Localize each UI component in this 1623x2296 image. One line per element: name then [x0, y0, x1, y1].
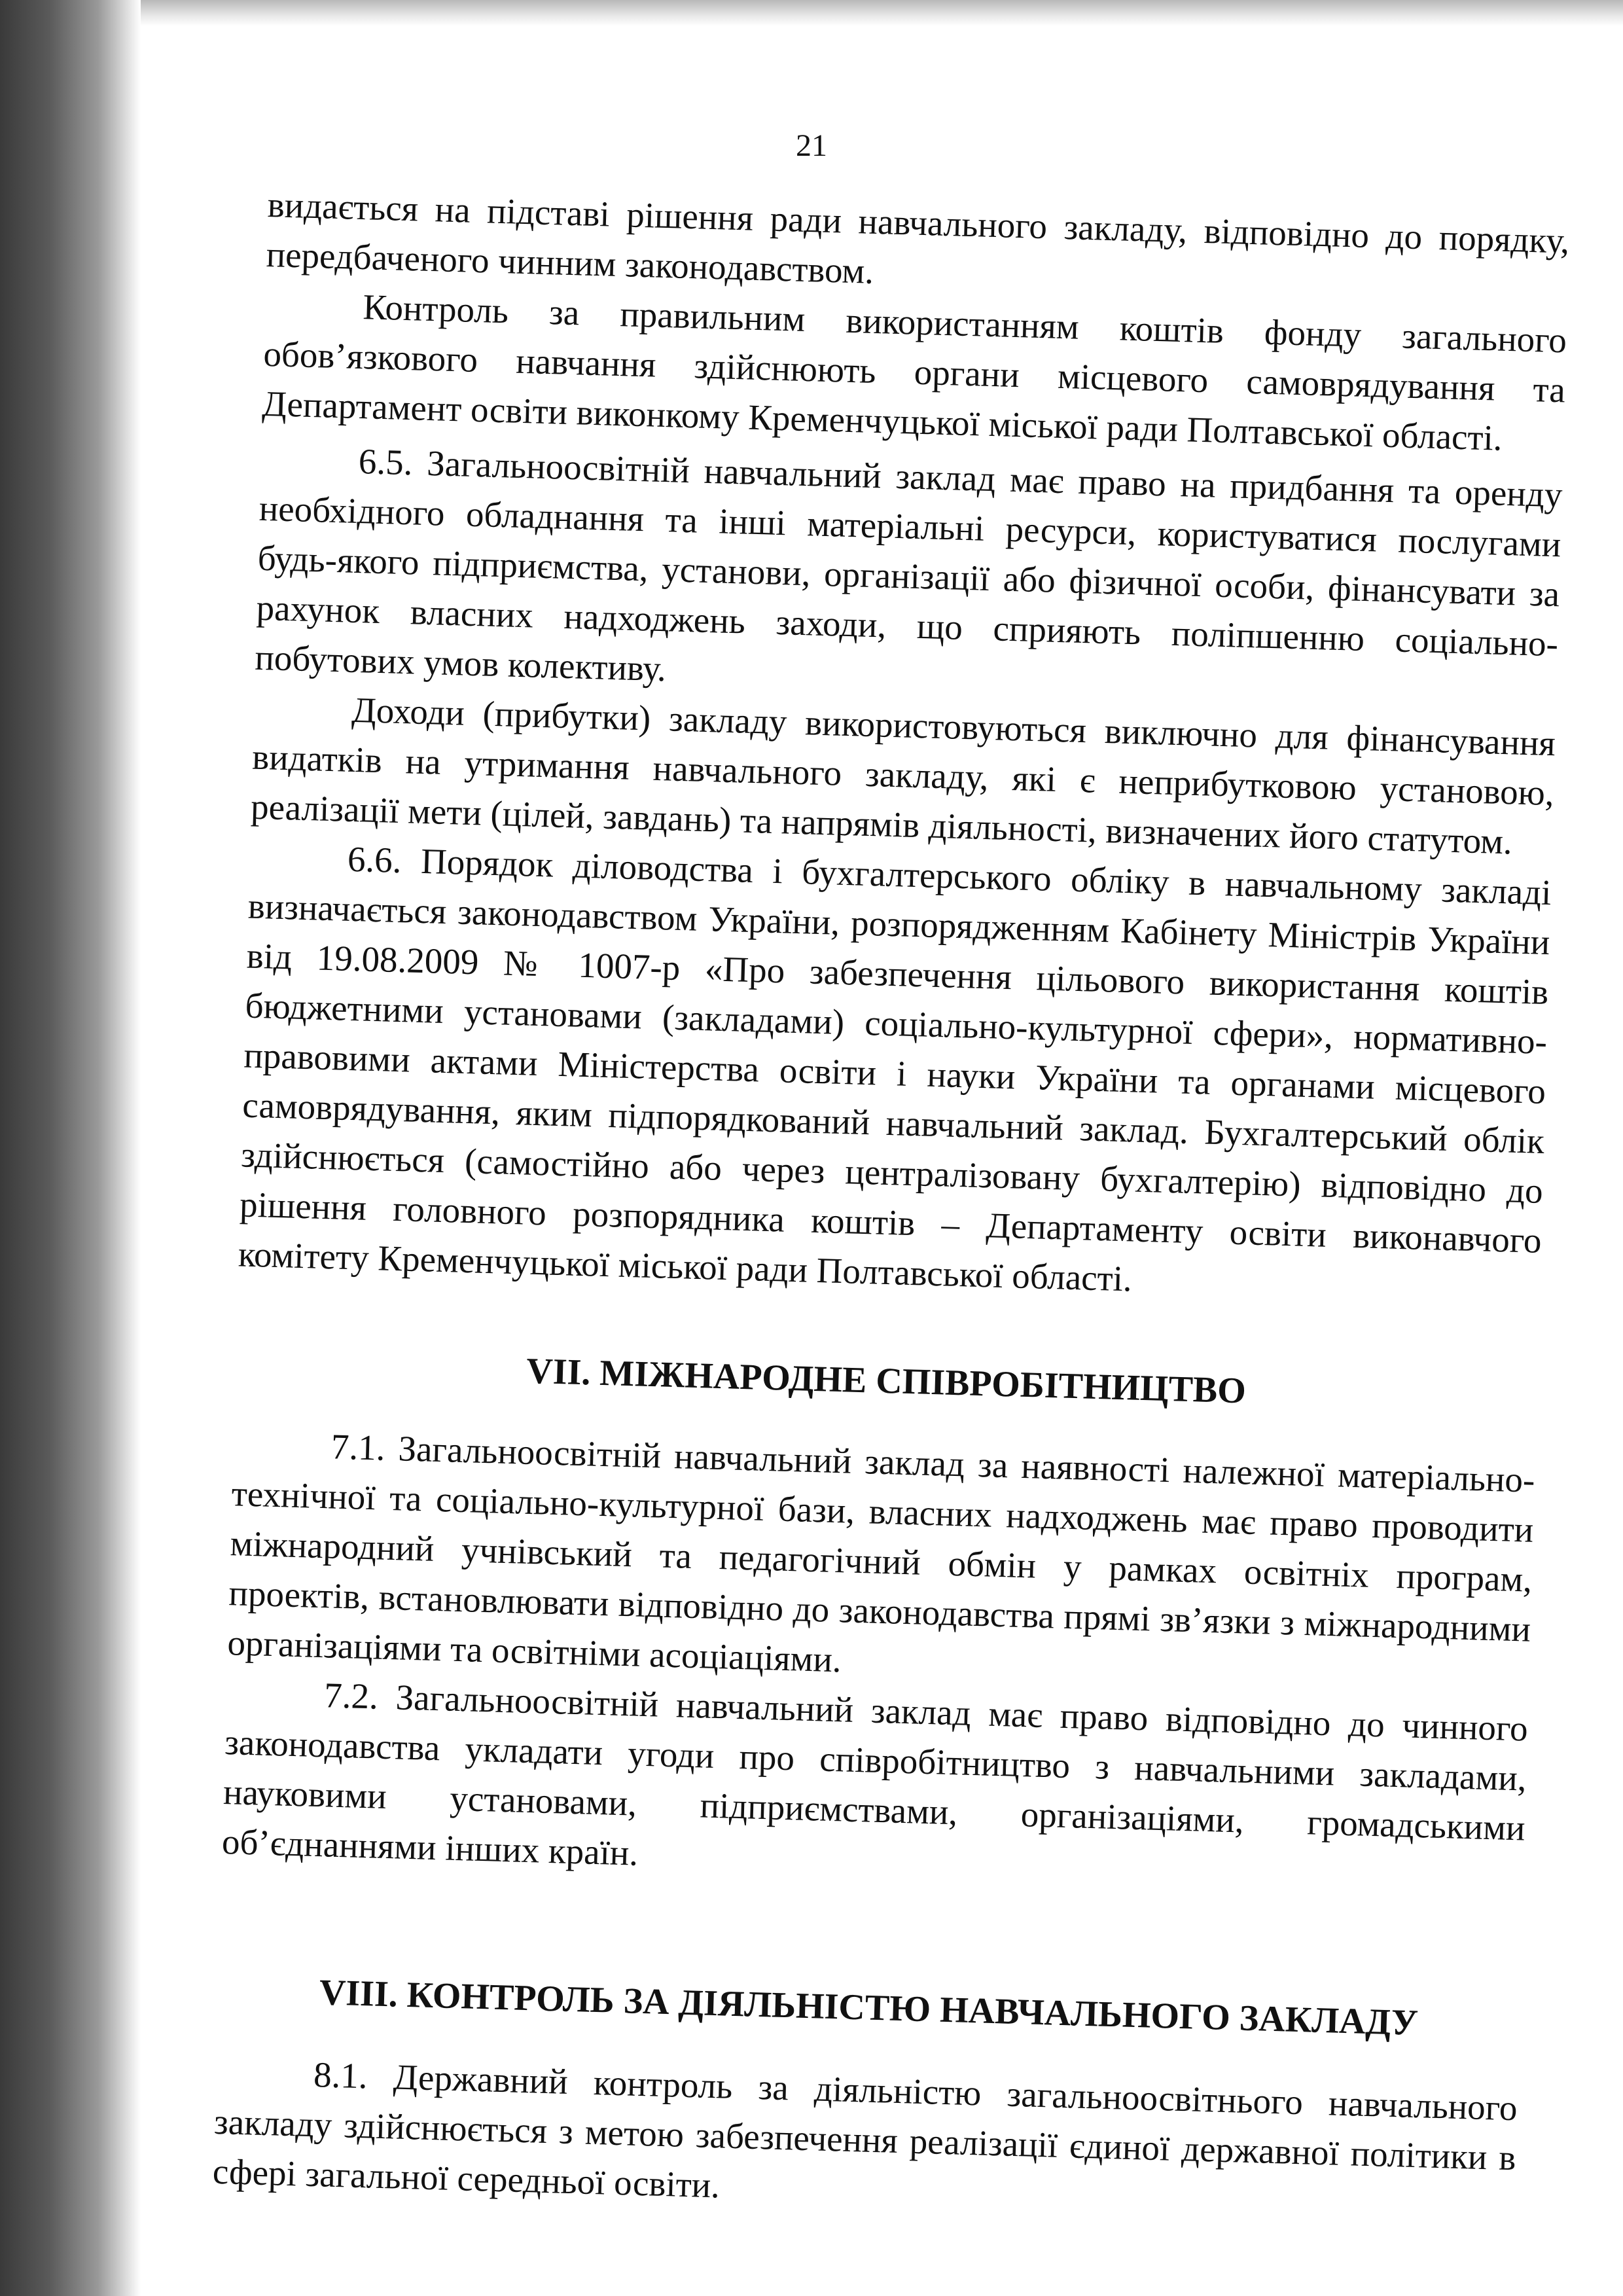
scan-left-shadow — [0, 0, 141, 2296]
paragraph-6-5: 6.5. Загальноосвітній навчальний заклад має право на придбання та оренду необхідного обладнання та інші матеріальні ресурси, користуватися послугами будь-якого підприємства, установи, організації або фізичної особи, фінансувати за рахунок власних надходжень заходи, що сприяють поліпшенню соціально-побутових умов колективу. — [254, 441, 1563, 689]
page-number: 21 — [796, 128, 827, 163]
paragraph-7-1: 7.1. Загальноосвітній навчальний заклад за наявності належної матеріально-технічної та соціально-культурної бази, власних надходжень має право проводити міжнародний учнівський та педагогічний обмін у рамках освітніх програм, проектів, встановлювати відповідно до законодавства прямі зв’язки з міжнародними організаціями та освітніми асоціаціями. — [226, 1426, 1536, 1680]
paragraph-income: Доходи (прибутки) закладу використовуються виключно для фінансування видатків на утримання навчального закладу, які є неприбутковою установою, реалізації мети (цілей, завдань) та напрямів діяльності, визначених його статутом. — [250, 689, 1556, 862]
section-heading-8: VIII. КОНТРОЛЬ ЗА ДІЯЛЬНІСТЮ НАВЧАЛЬНОГО ЗАКЛАДУ — [319, 1972, 1419, 2044]
paragraph-8-1: 8.1. Державний контроль за діяльністю загальноосвітнього навчального закладу здійснюється з метою забезпечення реалізації єдиної державної політики в сфері загальної середньої освіти. — [212, 2054, 1518, 2206]
document-body — [212, 180, 1570, 2233]
section-heading-7: VII. МІЖНАРОДНЕ СПІВРОБІТНИЦТВО — [526, 1350, 1247, 1412]
paragraph-7-2: 7.2. Загальноосвітній навчальний заклад має право відповідно до чинного законодавства укладати угоди про співробітництво з навчальними закладами, науковими установами, підприємствами, організаціями, громадськими об’єднаннями інших країн. — [221, 1675, 1529, 1873]
paragraph-control-funds: Контроль за правильним використанням коштів фонду загального обов’язкового навчання здійснюють органи місцевого самоврядування та Департамент освіти виконкому Кременчуцької міської ради Полтавської області. — [261, 287, 1567, 458]
scan-top-shadow — [141, 0, 1623, 26]
paragraph-continuation: видається на підставі рішення ради навчального закладу, відповідно до порядку, передбаченого чинним законодавством. — [265, 184, 1571, 291]
paragraph-6-6: 6.6. Порядок діловодства і бухгалтерського обліку в навчальному закладі визначається законодавством України, розпорядженням Кабінету Міністрів України від 19.08.2009 № 1007-р «Про забезпечення цільового використання коштів бюджетними установами (закладами) соціально-культурної сфери», нормативно-правовими актами Міністерства освіти і науки України та органами місцевого самоврядування, яким підпорядкований навчальний заклад. Бухгалтерський облік здійснюється (самостійно або через централізовану бухгалтерію) відповідно до рішення головного розпорядника коштів – Департаменту освіти виконавчого комітету Кременчуцької міської ради Полтавської області. — [238, 838, 1552, 1299]
